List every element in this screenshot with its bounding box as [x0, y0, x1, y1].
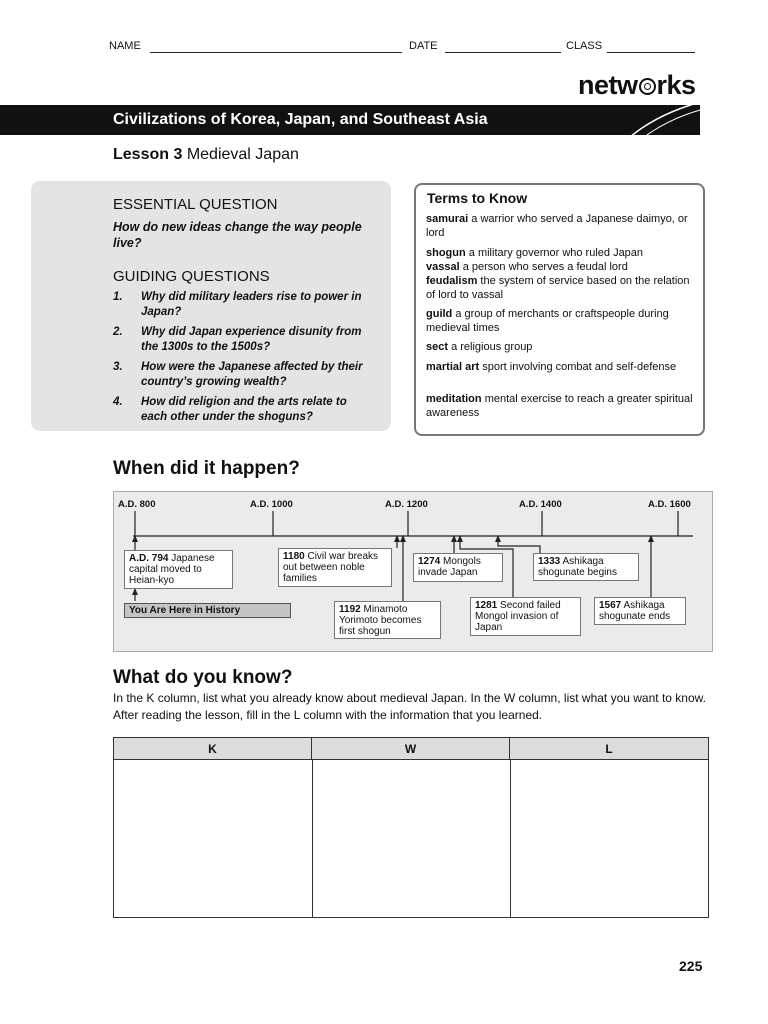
term-word: feudalism — [426, 275, 478, 287]
swoosh-decoration — [600, 92, 710, 147]
event-year: 1567 — [599, 600, 622, 611]
connector-1333 — [498, 536, 540, 553]
tick-label-800: A.D. 800 — [118, 499, 156, 510]
term-samurai — [426, 212, 698, 240]
event-text: Ashikaga shogunate ends — [599, 600, 671, 622]
event-794 — [124, 550, 233, 589]
event-1274 — [413, 553, 503, 582]
lesson-number: Lesson 3 — [113, 146, 183, 163]
question-text: Why did Japan experience disunity from the 1300s to the 1500s? — [141, 326, 362, 353]
guiding-question — [113, 395, 373, 425]
kwl-w-cell[interactable] — [313, 760, 509, 917]
kwl-chart — [113, 737, 709, 918]
term-sect — [426, 340, 698, 354]
arrow-here — [132, 588, 138, 595]
event-text: Ashikaga shogunate begins — [538, 556, 617, 578]
term-definition: a military governor who ruled Japan — [468, 247, 644, 259]
term-word: sect — [426, 341, 449, 353]
term-meditation — [426, 392, 698, 420]
class-line[interactable] — [607, 52, 695, 53]
name-line[interactable] — [150, 52, 402, 53]
lesson-title — [113, 146, 299, 164]
kwl-heading: What do you know? — [113, 667, 293, 688]
tick-label-1000: A.D. 1000 — [250, 499, 293, 510]
you-are-here-label: You Are Here in History — [124, 603, 291, 618]
event-1567 — [594, 597, 686, 625]
question-text: How were the Japanese affected by their country’s growing wealth? — [141, 361, 363, 388]
term-definition: a person who serves a feudal lord — [462, 261, 628, 273]
term-martial-art — [426, 360, 698, 374]
event-1281 — [470, 597, 581, 636]
term-word: vassal — [426, 261, 460, 273]
event-year: 1281 — [475, 600, 498, 611]
event-1333 — [533, 553, 639, 581]
guiding-questions-heading: GUIDING QUESTIONS — [113, 268, 270, 285]
kwl-header-k: K — [114, 738, 312, 760]
event-year: 1274 — [418, 556, 441, 567]
event-text: Mongols invade Japan — [418, 556, 481, 578]
event-text: Second failed Mongol invasion of Japan — [475, 600, 561, 633]
event-year: 1333 — [538, 556, 561, 567]
event-year: 1192 — [339, 604, 361, 615]
guiding-questions-list — [113, 290, 373, 430]
question-number: 2. — [113, 326, 123, 338]
tick-label-1400: A.D. 1400 — [519, 499, 562, 510]
kwl-header-w: W — [312, 738, 510, 760]
guiding-question — [113, 290, 373, 320]
term-shogun — [426, 246, 698, 260]
page-number: 225 — [679, 958, 703, 974]
question-number: 3. — [113, 361, 123, 373]
kwl-header-l: L — [510, 738, 708, 760]
term-word: samurai — [426, 213, 469, 225]
date-label: DATE — [409, 40, 438, 52]
lesson-name: Medieval Japan — [186, 146, 299, 163]
event-1180 — [278, 548, 392, 587]
name-label: NAME — [109, 40, 141, 52]
term-guild — [426, 307, 698, 335]
event-text: Japanese capital moved to Heian-kyo — [129, 553, 215, 586]
term-vassal — [426, 260, 698, 274]
tick-label-1600: A.D. 1600 — [648, 499, 691, 510]
guiding-question — [113, 360, 373, 390]
class-label: CLASS — [566, 40, 603, 52]
question-text: How did religion and the arts relate to each other under the shoguns? — [141, 396, 347, 423]
term-word: martial art — [426, 361, 480, 373]
kwl-l-cell[interactable] — [511, 760, 707, 917]
question-number: 1. — [113, 291, 123, 303]
guiding-question — [113, 325, 373, 355]
essential-question-text: How do new ideas change the way people live? — [113, 220, 362, 250]
question-number: 4. — [113, 396, 123, 408]
event-text: Minamoto Yorimoto becomes first shogun — [339, 604, 422, 637]
term-definition: mental exercise to reach a greater spiritual awareness — [426, 393, 693, 419]
event-1192 — [334, 601, 441, 639]
logo-text-prefix: netw — [578, 70, 638, 100]
terms-heading: Terms to Know — [427, 190, 528, 206]
term-definition: a warrior who served a Japanese daimyo, or lord — [426, 213, 688, 239]
term-word: guild — [426, 308, 453, 320]
essential-question-heading: ESSENTIAL QUESTION — [113, 196, 278, 213]
term-feudalism — [426, 274, 698, 302]
chapter-title: Civilizations of Korea, Japan, and Southeast Asia — [113, 111, 488, 128]
term-definition: a group of merchants or craftspeople during medieval times — [426, 308, 669, 334]
event-year: A.D. 794 — [129, 553, 169, 564]
timeline-heading: When did it happen? — [113, 458, 300, 479]
event-year: 1180 — [283, 551, 305, 562]
kwl-k-cell[interactable] — [114, 760, 312, 917]
term-word: meditation — [426, 393, 482, 405]
term-definition: sport involving combat and self-defense — [482, 361, 677, 373]
date-line[interactable] — [445, 52, 561, 53]
logo-text-suffix: rks — [656, 70, 696, 100]
kwl-instructions: In the K column, list what you already know about medieval Japan. In the W column, list what you want to know. After reading the lesson, fill in the L column with the information that you learned. — [113, 691, 706, 722]
question-text: Why did military leaders rise to power in Japan? — [141, 291, 362, 318]
tick-label-1200: A.D. 1200 — [385, 499, 428, 510]
term-definition: a religious group — [451, 341, 533, 353]
term-definition: the system of service based on the relation of lord to vassal — [426, 275, 690, 301]
event-text: Civil war breaks out between noble families — [283, 551, 379, 584]
term-word: shogun — [426, 247, 466, 259]
